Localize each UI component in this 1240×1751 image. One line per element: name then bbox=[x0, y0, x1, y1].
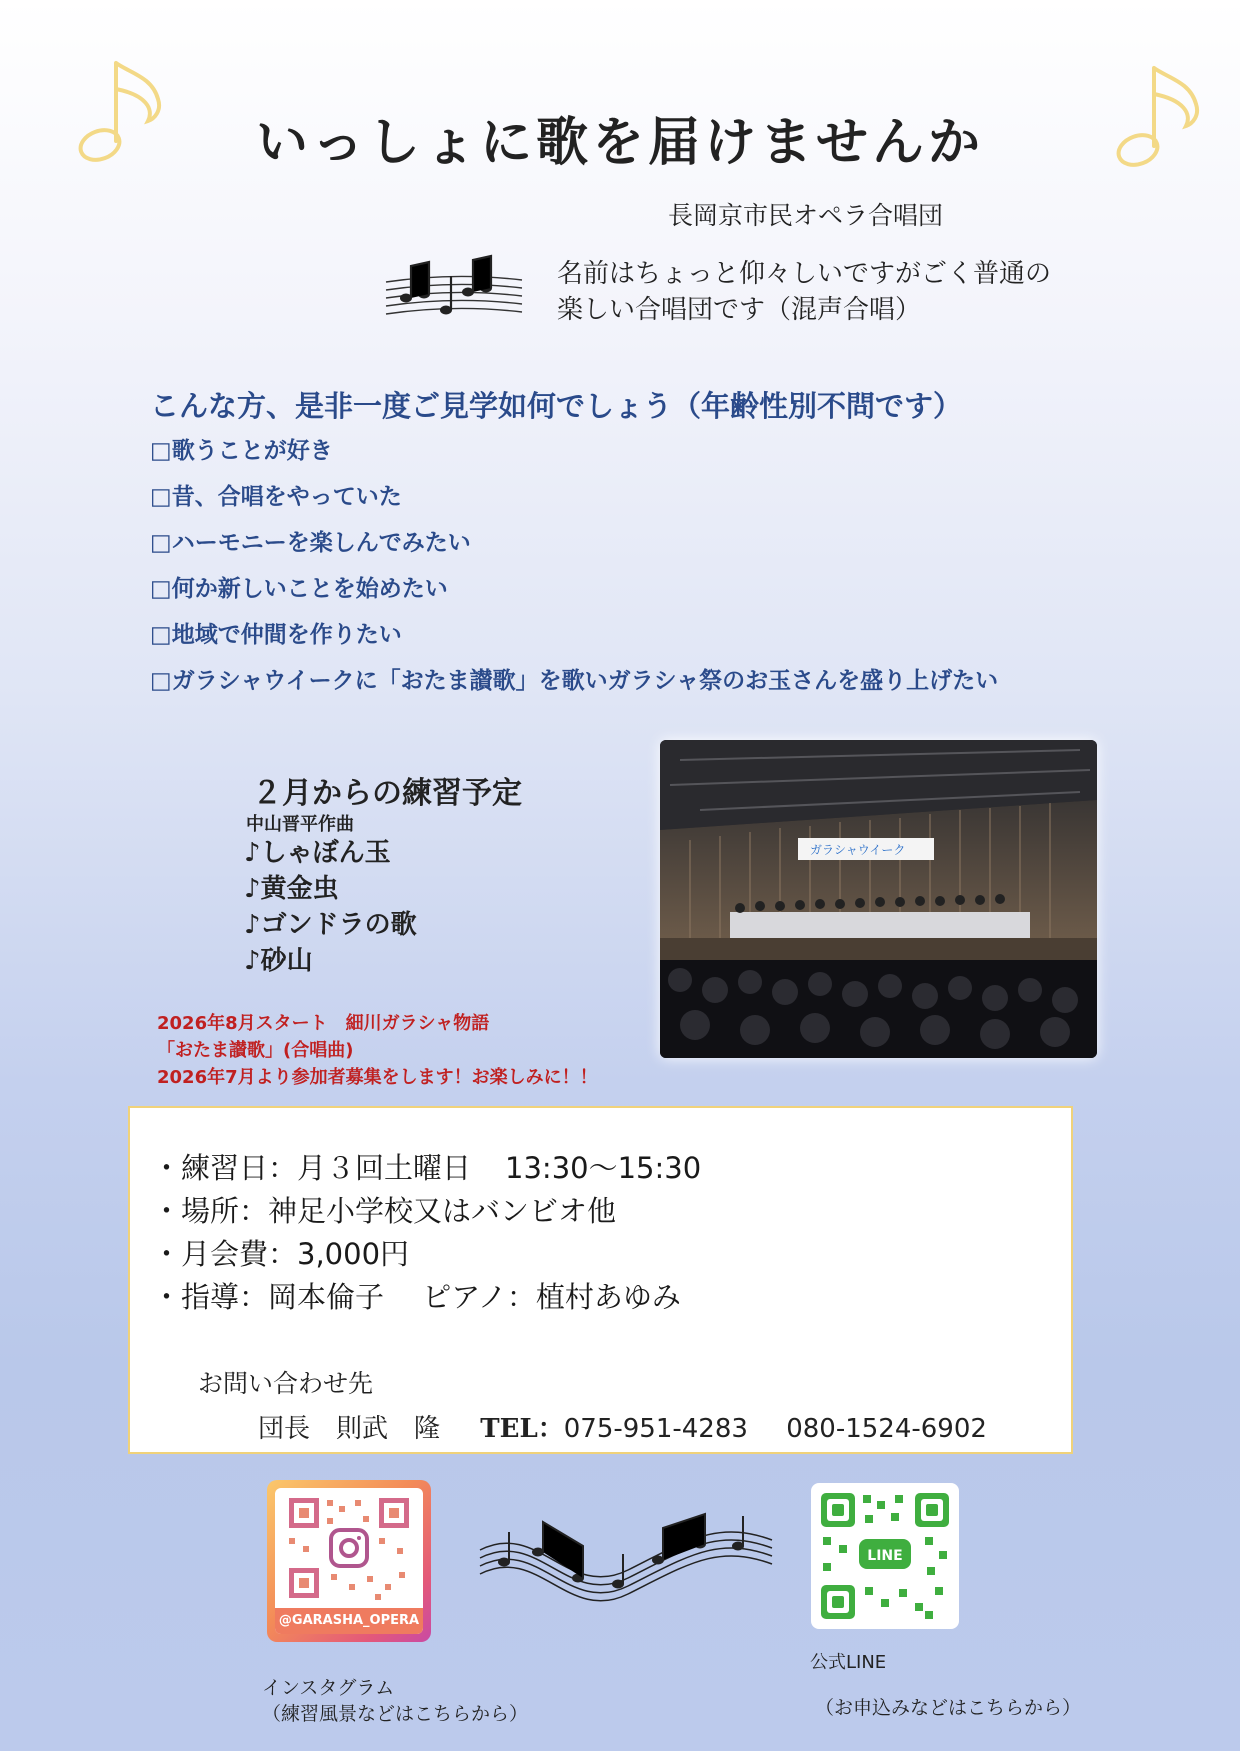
line-qr-code[interactable] bbox=[811, 1483, 959, 1629]
details-list bbox=[152, 1148, 701, 1320]
checklist-item: □ガラシャウイークに「おたま讃歌」を歌いガラシャ祭のお玉さんを盛り上げたい bbox=[150, 668, 999, 694]
song-item: ♪ゴンドラの歌 bbox=[244, 910, 417, 940]
song-item: ♪しゃぼん玉 bbox=[244, 838, 391, 868]
music-staff-icon bbox=[384, 252, 524, 322]
practice-time: 13:30～15:30 bbox=[505, 1151, 702, 1185]
checklist bbox=[150, 436, 998, 712]
contact-label: お問い合わせ先 bbox=[198, 1369, 374, 1398]
instagram-caption bbox=[262, 1675, 528, 1727]
composer-label: 中山晋平作曲 bbox=[246, 814, 354, 835]
contact-person: 団長 則武 隆 bbox=[258, 1414, 441, 1444]
announcement bbox=[157, 1010, 598, 1091]
intro-line-2: 楽しい合唱団です（混声合唱） bbox=[557, 295, 922, 325]
checklist-item: □何か新しいことを始めたい bbox=[150, 576, 448, 602]
song-list bbox=[244, 836, 417, 980]
announcement-line-3: 2026年7月より参加者募集をします！お楽しみに！！ bbox=[157, 1067, 598, 1088]
announcement-line-1: 2026年8月スタート 細川ガラシャ物語 bbox=[157, 1013, 490, 1034]
details-box bbox=[128, 1106, 1073, 1454]
phone-number-2[interactable]: 080-1524-6902 bbox=[786, 1414, 987, 1444]
line-sublabel: （お申込みなどはこちらから） bbox=[815, 1697, 1082, 1719]
instagram-label: インスタグラム bbox=[262, 1677, 395, 1699]
concert-hall-photo bbox=[660, 740, 1097, 1058]
line-label: 公式LINE bbox=[810, 1652, 887, 1673]
instructor: ・指導：岡本倫子 ピアノ：植村あゆみ bbox=[152, 1280, 681, 1314]
intro-text bbox=[557, 256, 1051, 328]
qr-pattern-icon bbox=[815, 1487, 955, 1625]
instagram-handle: @GARASHA_OPERA bbox=[275, 1608, 423, 1634]
banner-text: ガラシャウイーク bbox=[810, 843, 906, 857]
organization-name: 長岡京市民オペラ合唱団 bbox=[668, 201, 944, 230]
practice-day: ・練習日：月３回土曜日 13:30～15:30 bbox=[152, 1151, 702, 1185]
practice-schedule-heading: ２月からの練習予定 bbox=[252, 776, 522, 811]
phone-number-1[interactable]: 075-951-4283 bbox=[563, 1414, 748, 1444]
tel-label: TEL： bbox=[480, 1414, 564, 1444]
song-item: ♪黄金虫 bbox=[244, 874, 339, 904]
checklist-item: □歌うことが好き bbox=[150, 438, 333, 464]
invite-heading: こんな方、是非一度ご見学如何でしょう（年齢性別不問です） bbox=[150, 389, 963, 423]
checklist-item: □昔、合唱をやっていた bbox=[150, 484, 402, 510]
instagram-qr-code[interactable] bbox=[267, 1480, 431, 1642]
wavy-music-staff-icon bbox=[478, 1500, 774, 1610]
practice-place: ・場所：神足小学校又はバンビオ他 bbox=[152, 1194, 617, 1228]
instagram-sublabel: （練習風景などはこちらから） bbox=[262, 1703, 529, 1725]
qr-pattern-icon bbox=[275, 1488, 423, 1608]
intro-line-1: 名前はちょっと仰々しいですがごく普通の bbox=[557, 259, 1052, 289]
line-logo-text: LINE bbox=[867, 1548, 903, 1564]
monthly-fee: ・月会費：3,000円 bbox=[152, 1237, 410, 1271]
announcement-line-2: 「おたま讃歌」(合唱曲) bbox=[157, 1040, 354, 1061]
contact-line bbox=[258, 1408, 987, 1445]
checklist-item: □地域で仲間を作りたい bbox=[150, 622, 402, 648]
checklist-item: □ハーモニーを楽しんでみたい bbox=[150, 530, 471, 556]
page-title: いっしょに歌を届けませんか bbox=[255, 113, 984, 173]
song-item: ♪砂山 bbox=[244, 946, 313, 976]
